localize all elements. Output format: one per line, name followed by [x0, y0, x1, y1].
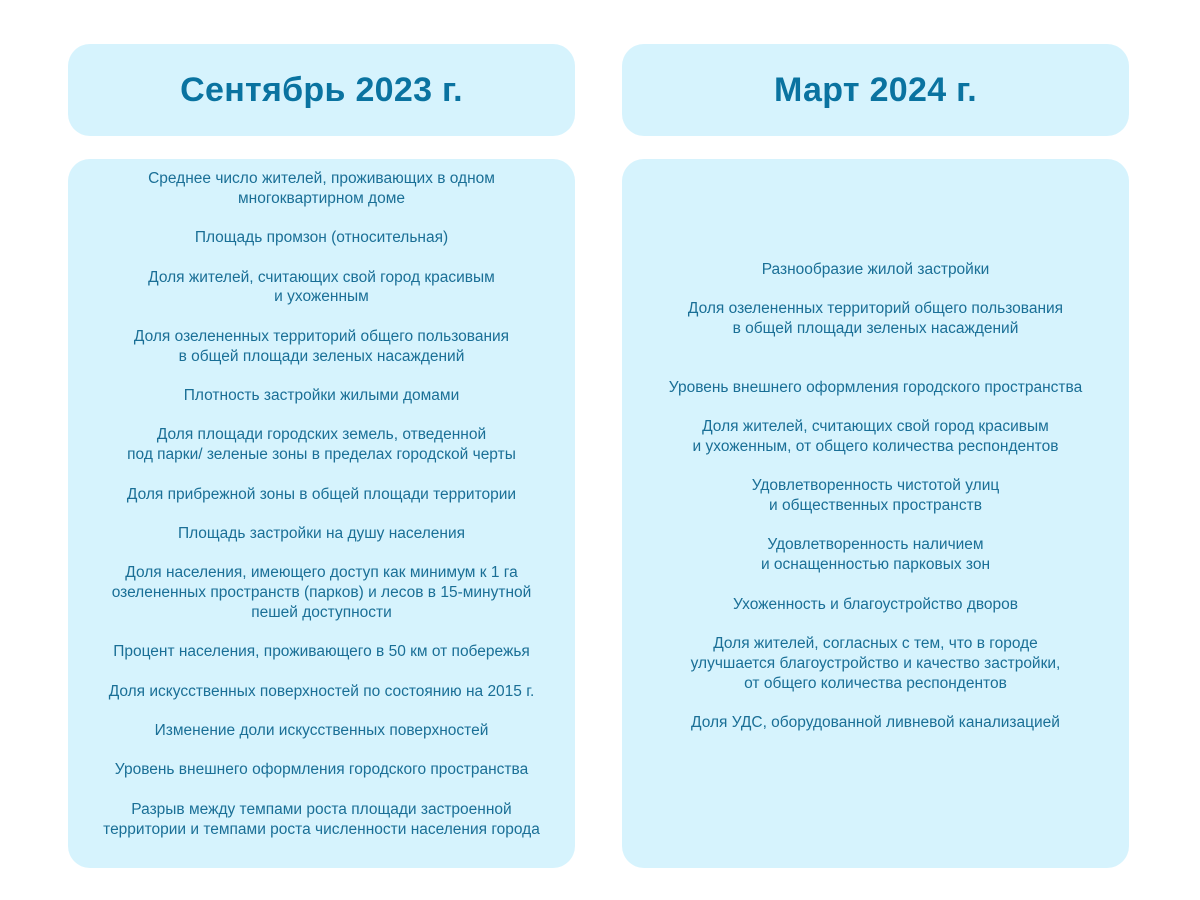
list-item: Уровень внешнего оформления городского пространства — [114, 761, 529, 779]
indicator-list — [68, 169, 575, 839]
list-item: Доля жителей, согласных с тем, что в городе улучшается благоустройство и качество застройки, от общего количества респондентов — [690, 634, 1061, 692]
header-september-2023 — [68, 44, 575, 136]
column-title: Март 2024 г. — [774, 70, 977, 109]
list-item: Доля прибрежной зоны в общей площади территории — [126, 485, 517, 503]
indicators-september-2023 — [68, 159, 575, 868]
list-item: Доля искусственных поверхностей по состоянию на 2015 г. — [108, 682, 535, 700]
list-item: Процент населения, проживающего в 50 км от побережья — [113, 643, 530, 661]
list-item: Уровень внешнего оформления городского пространства — [668, 378, 1083, 396]
list-item: Удовлетворенность наличием и оснащенностью парковых зон — [760, 536, 991, 574]
list-item: Плотность застройки жилыми домами — [183, 386, 460, 404]
list-item: Площадь застройки на душу населения — [177, 524, 466, 542]
list-item: Доля озелененных территорий общего пользования в общей площади зеленых насаждений — [687, 300, 1064, 338]
list-item: Доля УДС, оборудованной ливневой канализацией — [691, 713, 1060, 731]
header-march-2024 — [622, 44, 1129, 136]
indicators-march-2024 — [622, 159, 1129, 868]
list-item: Ухоженность и благоустройство дворов — [732, 595, 1019, 613]
list-item: Разрыв между темпами роста площади застроенной территории и темпами роста численности населения города — [103, 800, 540, 838]
column-title: Сентябрь 2023 г. — [180, 70, 463, 109]
list-item: Среднее число жителей, проживающих в одном многоквартирном доме — [148, 170, 495, 207]
list-item: Изменение доли искусственных поверхностей — [154, 722, 489, 740]
list-item: Разнообразие жилой застройки — [761, 261, 990, 278]
indicator-list — [622, 260, 1129, 733]
list-item: Доля населения, имеющего доступ как минимум к 1 га озелененных пространств (парков) и лесов в 15-минутной пешей доступности — [111, 564, 532, 621]
list-item: Доля озелененных территорий общего пользования в общей площади зеленых насаждений — [133, 327, 510, 365]
list-item: Доля жителей, считающих свой город красивым и ухоженным — [148, 268, 495, 306]
list-item: Удовлетворенность чистотой улиц и общественных пространств — [751, 477, 1000, 514]
list-item: Доля жителей, считающих свой город красивым и ухоженным, от общего количества респондентов — [692, 417, 1059, 455]
list-item: Доля площади городских земель, отведенной под парки/ зеленые зоны в пределах городской черты — [127, 426, 516, 464]
list-item: Площадь промзон (относительная) — [194, 229, 449, 247]
